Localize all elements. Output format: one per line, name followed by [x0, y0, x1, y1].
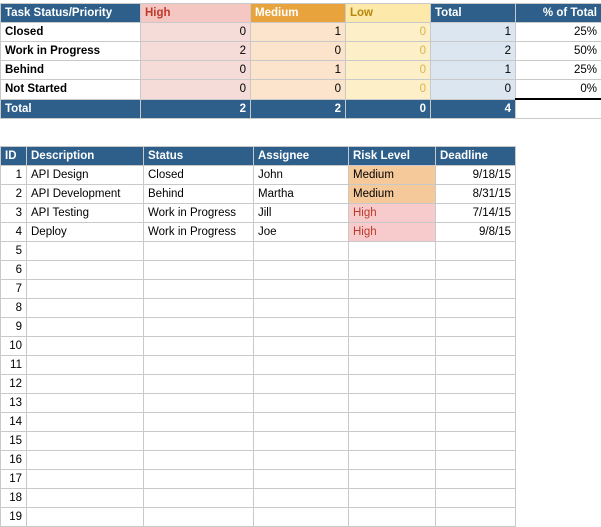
detail-cell-deadline[interactable]	[436, 394, 516, 413]
summary-cell-percent: 25%	[516, 23, 601, 42]
detail-cell-id[interactable]: 10	[1, 337, 27, 356]
detail-cell-assignee[interactable]	[254, 375, 349, 394]
detail-cell-deadline[interactable]: 7/14/15	[436, 204, 516, 223]
summary-footer-medium: 2	[251, 99, 346, 118]
detail-cell-assignee[interactable]	[254, 299, 349, 318]
detail-cell-description[interactable]: API Design	[27, 166, 144, 185]
detail-cell-description[interactable]	[27, 356, 144, 375]
detail-cell-id[interactable]: 3	[1, 204, 27, 223]
detail-cell-status[interactable]	[144, 394, 254, 413]
detail-cell-risk[interactable]	[349, 432, 436, 451]
summary-cell-percent: 0%	[516, 80, 601, 100]
summary-footer-row	[1, 99, 601, 118]
detail-cell-assignee[interactable]	[254, 337, 349, 356]
detail-cell-assignee[interactable]	[254, 318, 349, 337]
detail-cell-deadline[interactable]	[436, 432, 516, 451]
detail-cell-id[interactable]: 8	[1, 299, 27, 318]
detail-cell-risk[interactable]	[349, 508, 436, 527]
detail-header-description: Description	[27, 147, 144, 166]
detail-cell-assignee[interactable]: Joe	[254, 223, 349, 242]
detail-cell-id[interactable]: 13	[1, 394, 27, 413]
summary-header-total: Total	[431, 4, 516, 23]
detail-cell-description[interactable]	[27, 489, 144, 508]
table-row	[1, 80, 601, 100]
detail-cell-status[interactable]	[144, 489, 254, 508]
detail-cell-deadline[interactable]: 9/8/15	[436, 223, 516, 242]
detail-cell-status[interactable]	[144, 451, 254, 470]
table-row	[1, 185, 516, 204]
detail-cell-risk[interactable]: High	[349, 223, 436, 242]
summary-cell-percent: 50%	[516, 42, 601, 61]
summary-row-label: Behind	[1, 61, 141, 80]
detail-cell-risk[interactable]: High	[349, 204, 436, 223]
table-row	[1, 318, 516, 337]
detail-cell-description[interactable]	[27, 451, 144, 470]
summary-cell-total: 1	[431, 61, 516, 80]
detail-cell-id[interactable]: 7	[1, 280, 27, 299]
detail-cell-description[interactable]	[27, 432, 144, 451]
detail-cell-assignee[interactable]: Jill	[254, 204, 349, 223]
summary-cell-high: 0	[141, 80, 251, 100]
detail-cell-status[interactable]	[144, 299, 254, 318]
summary-header-low: Low	[346, 4, 431, 23]
table-row	[1, 242, 516, 261]
detail-cell-deadline[interactable]	[436, 261, 516, 280]
table-row	[1, 23, 601, 42]
detail-cell-risk[interactable]	[349, 394, 436, 413]
detail-cell-status[interactable]: Closed	[144, 166, 254, 185]
detail-cell-risk[interactable]	[349, 375, 436, 394]
detail-cell-deadline[interactable]	[436, 489, 516, 508]
summary-cell-low: 0	[346, 23, 431, 42]
detail-cell-risk[interactable]	[349, 299, 436, 318]
detail-cell-status[interactable]	[144, 356, 254, 375]
detail-cell-risk[interactable]: Medium	[349, 185, 436, 204]
detail-cell-id[interactable]: 16	[1, 451, 27, 470]
summary-cell-high: 0	[141, 61, 251, 80]
detail-cell-deadline[interactable]	[436, 413, 516, 432]
detail-cell-assignee[interactable]	[254, 451, 349, 470]
summary-cell-low: 0	[346, 80, 431, 100]
summary-cell-high: 2	[141, 42, 251, 61]
summary-header-label: Task Status/Priority	[1, 4, 141, 23]
detail-cell-status[interactable]: Work in Progress	[144, 223, 254, 242]
detail-cell-assignee[interactable]	[254, 280, 349, 299]
detail-cell-deadline[interactable]	[436, 242, 516, 261]
summary-footer-label: Total	[1, 99, 141, 118]
detail-cell-assignee[interactable]	[254, 261, 349, 280]
detail-header-deadline: Deadline	[436, 147, 516, 166]
detail-cell-risk[interactable]	[349, 451, 436, 470]
summary-cell-medium: 0	[251, 42, 346, 61]
detail-cell-status[interactable]	[144, 508, 254, 527]
detail-cell-risk[interactable]	[349, 356, 436, 375]
detail-header-row	[1, 147, 516, 166]
detail-cell-description[interactable]	[27, 337, 144, 356]
detail-header-status: Status	[144, 147, 254, 166]
summary-cell-high: 0	[141, 23, 251, 42]
detail-header-risk: Risk Level	[349, 147, 436, 166]
detail-cell-id[interactable]: 6	[1, 261, 27, 280]
detail-cell-assignee[interactable]: John	[254, 166, 349, 185]
summary-header-medium: Medium	[251, 4, 346, 23]
detail-cell-assignee[interactable]	[254, 489, 349, 508]
table-row	[1, 261, 516, 280]
summary-cell-medium: 1	[251, 23, 346, 42]
table-row	[1, 299, 516, 318]
summary-header-percent: % of Total	[516, 4, 601, 23]
detail-cell-description[interactable]	[27, 470, 144, 489]
detail-header-assignee: Assignee	[254, 147, 349, 166]
detail-cell-id[interactable]: 9	[1, 318, 27, 337]
table-row	[1, 470, 516, 489]
detail-cell-risk[interactable]	[349, 318, 436, 337]
table-row	[1, 204, 516, 223]
detail-cell-deadline[interactable]: 8/31/15	[436, 185, 516, 204]
detail-cell-risk[interactable]	[349, 261, 436, 280]
table-row	[1, 394, 516, 413]
detail-cell-description[interactable]	[27, 375, 144, 394]
detail-cell-id[interactable]: 17	[1, 470, 27, 489]
summary-footer-total: 4	[431, 99, 516, 118]
detail-cell-status[interactable]: Work in Progress	[144, 204, 254, 223]
summary-cell-total: 2	[431, 42, 516, 61]
summary-cell-total: 0	[431, 80, 516, 100]
table-row	[1, 508, 516, 527]
detail-cell-status[interactable]	[144, 470, 254, 489]
detail-cell-assignee[interactable]: Martha	[254, 185, 349, 204]
detail-cell-deadline[interactable]	[436, 299, 516, 318]
detail-cell-assignee[interactable]	[254, 394, 349, 413]
detail-cell-id[interactable]: 15	[1, 432, 27, 451]
detail-cell-status[interactable]	[144, 261, 254, 280]
detail-cell-id[interactable]: 5	[1, 242, 27, 261]
detail-cell-description[interactable]	[27, 318, 144, 337]
summary-row-label: Closed	[1, 23, 141, 42]
table-row	[1, 223, 516, 242]
detail-cell-status[interactable]	[144, 432, 254, 451]
detail-cell-id[interactable]: 1	[1, 166, 27, 185]
detail-cell-deadline[interactable]	[436, 375, 516, 394]
detail-cell-status[interactable]	[144, 337, 254, 356]
summary-row-label: Not Started	[1, 80, 141, 100]
detail-cell-id[interactable]: 19	[1, 508, 27, 527]
detail-cell-id[interactable]: 12	[1, 375, 27, 394]
detail-cell-description[interactable]	[27, 299, 144, 318]
summary-cell-low: 0	[346, 61, 431, 80]
table-row	[1, 61, 601, 80]
detail-cell-deadline[interactable]: 9/18/15	[436, 166, 516, 185]
summary-footer-low: 0	[346, 99, 431, 118]
detail-cell-risk[interactable]	[349, 280, 436, 299]
table-row	[1, 280, 516, 299]
detail-cell-description[interactable]: Deploy	[27, 223, 144, 242]
detail-cell-description[interactable]	[27, 413, 144, 432]
detail-cell-deadline[interactable]	[436, 508, 516, 527]
detail-cell-description[interactable]	[27, 242, 144, 261]
detail-cell-risk[interactable]: Medium	[349, 166, 436, 185]
summary-cell-medium: 0	[251, 80, 346, 100]
detail-cell-deadline[interactable]	[436, 356, 516, 375]
detail-cell-risk[interactable]	[349, 489, 436, 508]
detail-cell-deadline[interactable]	[436, 451, 516, 470]
table-row	[1, 166, 516, 185]
table-row	[1, 432, 516, 451]
detail-cell-assignee[interactable]	[254, 356, 349, 375]
table-row	[1, 337, 516, 356]
table-row	[1, 375, 516, 394]
detail-cell-assignee[interactable]	[254, 413, 349, 432]
detail-cell-id[interactable]: 4	[1, 223, 27, 242]
table-row	[1, 413, 516, 432]
detail-cell-status[interactable]	[144, 318, 254, 337]
task-detail-table	[0, 146, 516, 527]
table-row	[1, 451, 516, 470]
table-row	[1, 489, 516, 508]
detail-cell-description[interactable]: API Testing	[27, 204, 144, 223]
table-row	[1, 356, 516, 375]
task-summary-table	[0, 3, 601, 119]
detail-cell-risk[interactable]	[349, 470, 436, 489]
detail-cell-deadline[interactable]	[436, 337, 516, 356]
detail-cell-assignee[interactable]	[254, 508, 349, 527]
detail-body	[1, 166, 516, 527]
detail-cell-assignee[interactable]	[254, 470, 349, 489]
summary-cell-low: 0	[346, 42, 431, 61]
detail-cell-deadline[interactable]	[436, 470, 516, 489]
detail-cell-assignee[interactable]	[254, 432, 349, 451]
detail-cell-description[interactable]	[27, 261, 144, 280]
detail-cell-status[interactable]	[144, 375, 254, 394]
detail-cell-id[interactable]: 14	[1, 413, 27, 432]
detail-cell-description[interactable]	[27, 394, 144, 413]
detail-cell-status[interactable]: Behind	[144, 185, 254, 204]
detail-cell-description[interactable]	[27, 280, 144, 299]
detail-cell-assignee[interactable]	[254, 242, 349, 261]
detail-cell-id[interactable]: 18	[1, 489, 27, 508]
summary-cell-medium: 1	[251, 61, 346, 80]
detail-cell-id[interactable]: 2	[1, 185, 27, 204]
summary-header-high: High	[141, 4, 251, 23]
detail-cell-status[interactable]	[144, 242, 254, 261]
summary-header-row	[1, 4, 601, 23]
detail-cell-description[interactable]: API Development	[27, 185, 144, 204]
detail-cell-status[interactable]	[144, 413, 254, 432]
detail-cell-risk[interactable]	[349, 337, 436, 356]
summary-row-label: Work in Progress	[1, 42, 141, 61]
detail-cell-risk[interactable]	[349, 413, 436, 432]
summary-cell-total: 1	[431, 23, 516, 42]
detail-cell-risk[interactable]	[349, 242, 436, 261]
detail-cell-deadline[interactable]	[436, 318, 516, 337]
table-row	[1, 42, 601, 61]
detail-cell-deadline[interactable]	[436, 280, 516, 299]
detail-cell-status[interactable]	[144, 280, 254, 299]
summary-footer-high: 2	[141, 99, 251, 118]
detail-cell-description[interactable]	[27, 508, 144, 527]
detail-header-id: ID	[1, 147, 27, 166]
summary-cell-percent: 25%	[516, 61, 601, 80]
summary-footer-percent	[516, 99, 601, 118]
detail-cell-id[interactable]: 11	[1, 356, 27, 375]
